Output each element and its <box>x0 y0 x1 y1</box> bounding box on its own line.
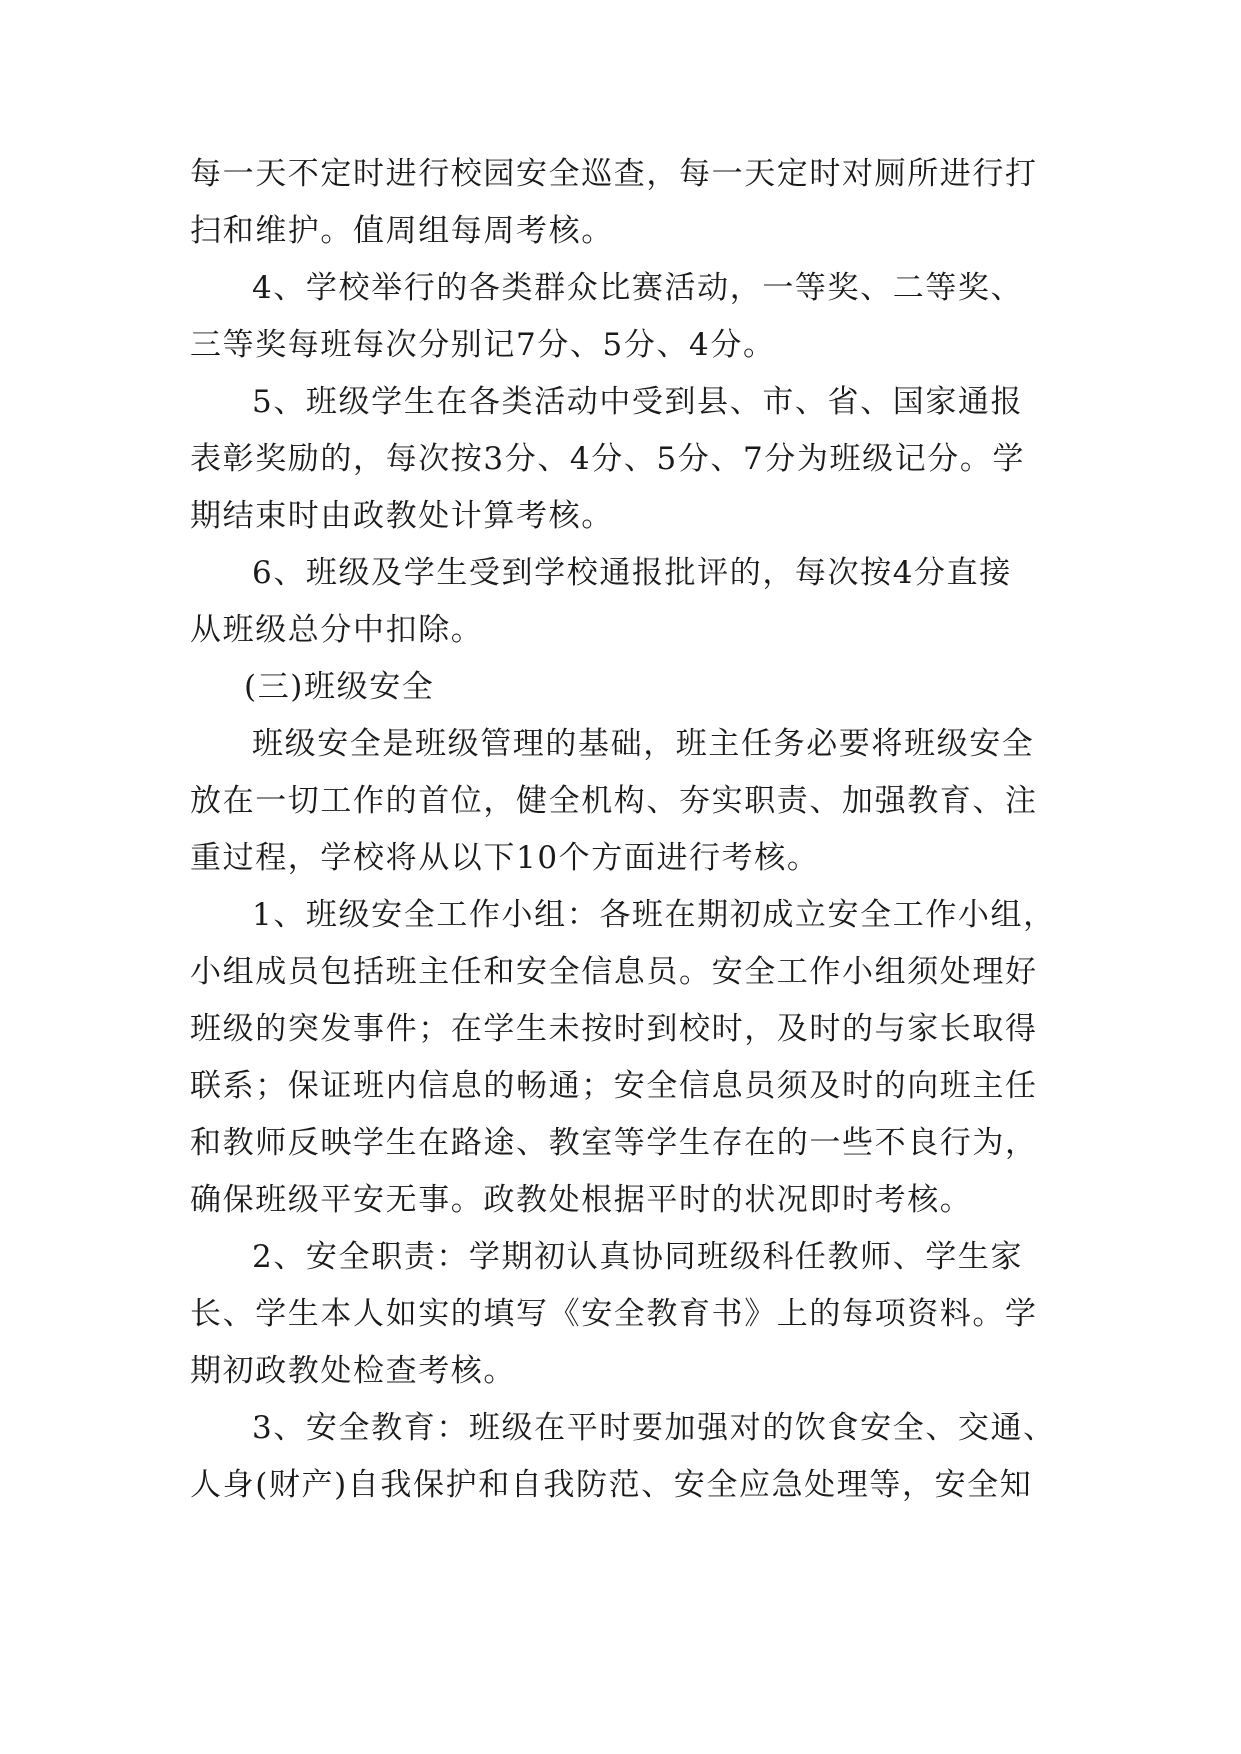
text-line: 每一天不定时进行校园安全巡查，每一天定时对厕所进行打 <box>190 156 1038 192</box>
text-line: 长、学生本人如实的填写《安全教育书》上的每项资料。学 <box>190 1296 1038 1332</box>
text-line: 期结束时由政教处计算考核。 <box>190 498 614 534</box>
text-line: 重过程，学校将从以下10个方面进行考核。 <box>190 840 820 876</box>
text-line: 3、安全教育：班级在平时要加强对的饮食安全、交通、 <box>252 1410 1056 1446</box>
text-line: 6、班级及学生受到学校通报批评的，每次按4分直接 <box>252 555 1012 591</box>
text-line: 班级的突发事件；在学生未按时到校时，及时的与家长取得 <box>190 1011 1038 1047</box>
text-line: 表彰奖励的，每次按3分、4分、5分、7分为班级记分。学 <box>190 441 1026 477</box>
text-line: 小组成员包括班主任和安全信息员。安全工作小组须处理好 <box>190 954 1038 990</box>
text-line: 1、班级安全工作小组：各班在期初成立安全工作小组， <box>252 897 1056 933</box>
text-line: 2、安全职责：学期初认真协同班级科任教师、学生家 <box>252 1239 1024 1275</box>
text-line: 放在一切工作的首位，健全机构、夯实职责、加强教育、注 <box>190 783 1038 819</box>
text-line: 从班级总分中扣除。 <box>190 612 484 648</box>
text-line: 联系；保证班内信息的畅通；安全信息员须及时的向班主任 <box>190 1068 1038 1104</box>
section-heading: (三)班级安全 <box>244 669 435 705</box>
text-line: 人身(财产)自我保护和自我防范、安全应急处理等，安全知 <box>190 1467 1033 1503</box>
text-line: 期初政教处检查考核。 <box>190 1353 516 1389</box>
text-line: 和教师反映学生在路途、教室等学生存在的一些不良行为， <box>190 1125 1038 1161</box>
text-line: 三等奖每班每次分别记7分、5分、4分。 <box>190 327 776 363</box>
text-line: 扫和维护。值周组每周考核。 <box>190 213 614 249</box>
text-line: 4、学校举行的各类群众比赛活动，一等奖、二等奖、 <box>252 270 1024 306</box>
text-line: 班级安全是班级管理的基础，班主任务必要将班级安全 <box>252 726 1035 762</box>
text-line: 确保班级平安无事。政教处根据平时的状况即时考核。 <box>190 1182 973 1218</box>
text-line: 5、班级学生在各类活动中受到县、市、省、国家通报 <box>252 384 1024 420</box>
